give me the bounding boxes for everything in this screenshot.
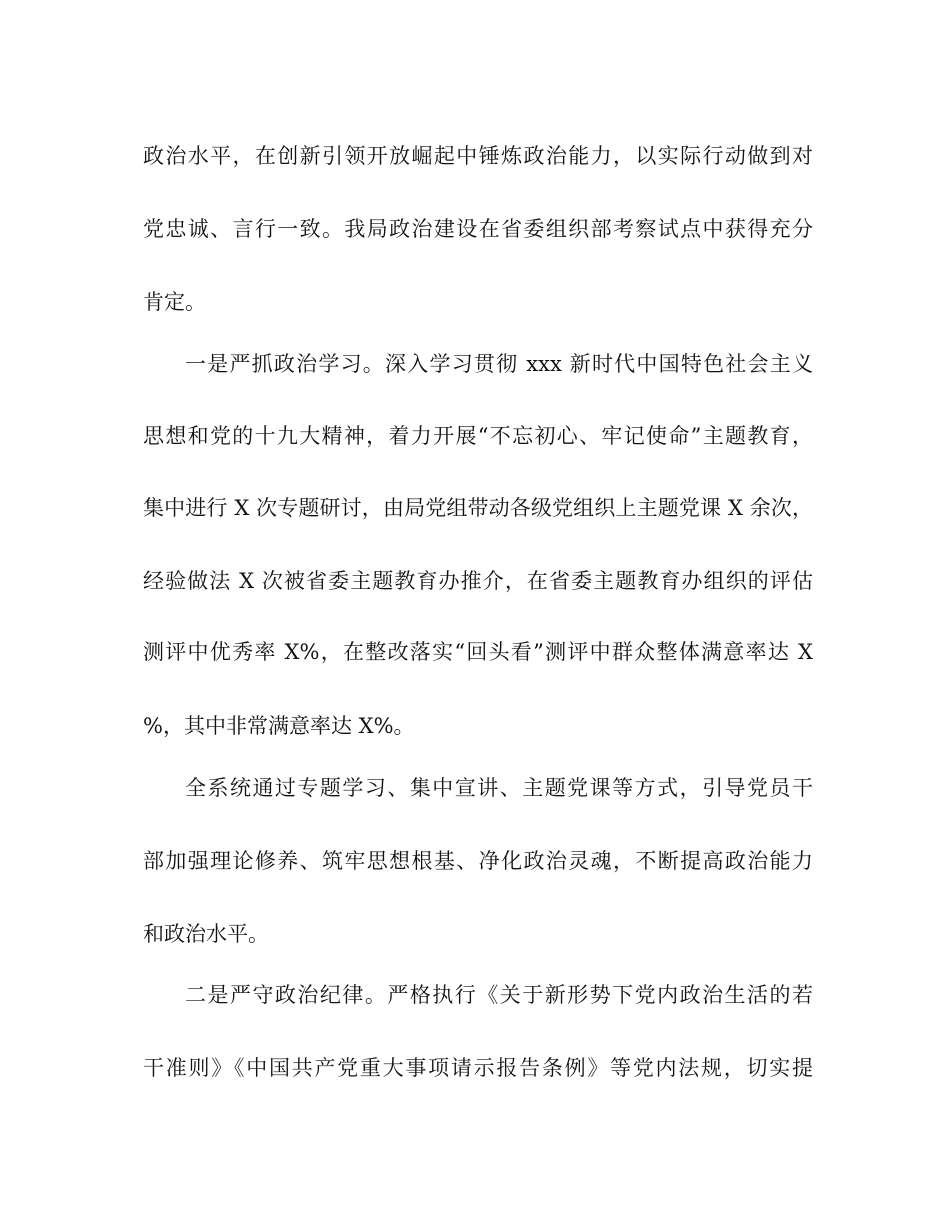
text-line-1: 政治水平，在创新引领开放崛起中锤炼政治能力，以实际行动做到对 [143, 144, 813, 168]
text-line-12: 和政治水平。 [143, 922, 269, 946]
text-line-6: 集中进行 X 次专题研讨，由局党组带动各级党组织上主题党课 X 余次， [143, 496, 813, 520]
text-line-14: 干准则》《中国共产党重大事项请示报告条例》等党内法规，切实提 [143, 1056, 813, 1080]
paragraph-heading-2: 二是严守政治纪律。严格执行《关于新形势下党内政治生活的若 [185, 983, 813, 1007]
text-line-11: 部加强理论修养、筑牢思想根基、净化政治灵魂，不断提高政治能力 [143, 849, 813, 873]
text-line-5: 思想和党的十九大精神，着力开展“不忘初心、牢记使命”主题教育， [143, 424, 813, 448]
text-line-7: 经验做法 X 次被省委主题教育办推介，在省委主题教育办组织的评估 [143, 569, 813, 593]
text-line-2: 党忠诚、言行一致。我局政治建设在省委组织部考察试点中获得充分 [143, 217, 813, 241]
paragraph-heading-1: 一是严抓政治学习。深入学习贯彻 xxx 新时代中国特色社会主义 [185, 352, 813, 376]
paragraph-start-2: 全系统通过专题学习、集中宣讲、主题党课等方式，引导党员干 [185, 776, 813, 800]
text-line-9: %，其中非常满意率达 X%。 [143, 714, 415, 738]
text-line-3: 肯定。 [143, 290, 206, 314]
text-line-8: 测评中优秀率 X%，在整改落实“回头看”测评中群众整体满意率达 X [143, 640, 813, 664]
